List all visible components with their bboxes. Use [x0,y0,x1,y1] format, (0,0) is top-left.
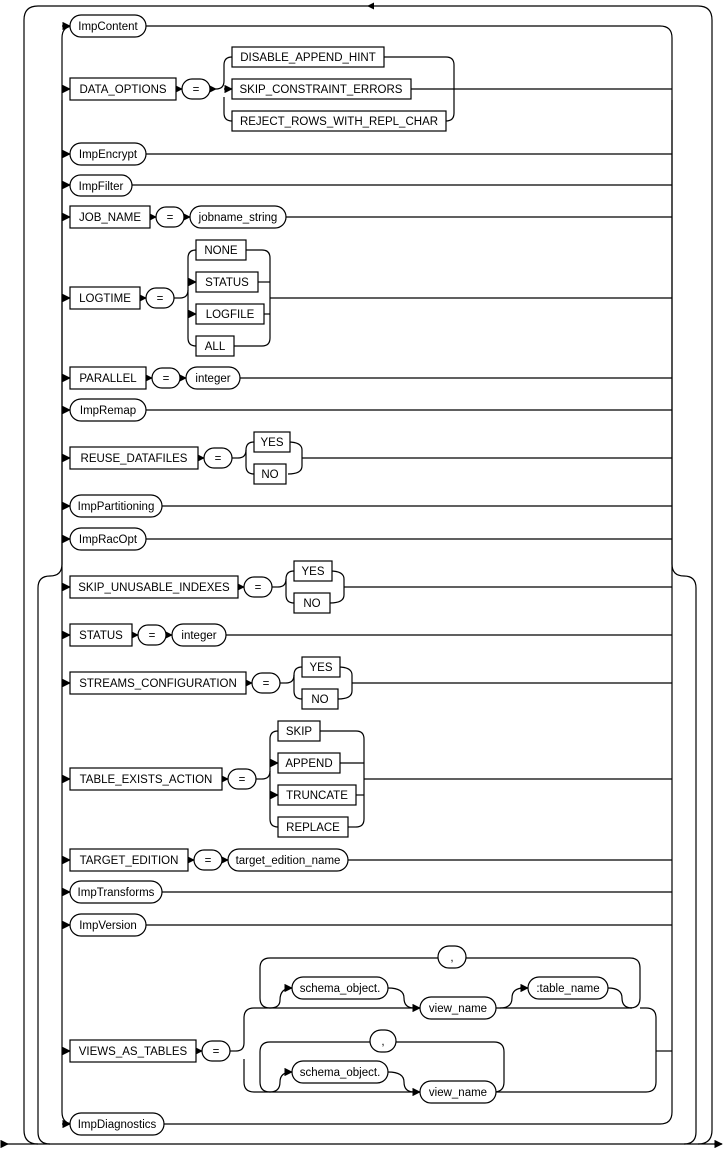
row-data-options [62,47,672,131]
svg-text:=: = [162,373,170,385]
svg-text:integer: integer [195,373,231,385]
svg-text:=: = [192,84,200,96]
svg-text:JOB_NAME: JOB_NAME [79,212,141,224]
svg-text:view_name: view_name [428,1003,488,1015]
svg-text:ImpRemap: ImpRemap [79,405,137,417]
svg-text:ImpVersion: ImpVersion [79,920,137,932]
svg-text:VIEWS_AS_TABLES: VIEWS_AS_TABLES [78,1046,188,1058]
svg-text:ImpRacOpt: ImpRacOpt [78,534,138,546]
svg-text:NO: NO [303,598,321,610]
svg-text:REPLACE: REPLACE [286,822,340,834]
row-impracopt [62,528,672,550]
svg-text:TRUNCATE: TRUNCATE [286,790,348,802]
row-status [62,624,672,646]
row-table-exists-action [62,721,672,837]
row-impencrypt [62,143,672,165]
svg-text:ImpEncrypt: ImpEncrypt [78,149,138,161]
svg-text:DISABLE_APPEND_HINT: DISABLE_APPEND_HINT [240,52,376,64]
svg-text:TABLE_EXISTS_ACTION: TABLE_EXISTS_ACTION [79,774,213,786]
svg-text:view_name: view_name [428,1087,488,1099]
row-skip-unusable-indexes [62,561,672,613]
svg-text:,: , [450,952,454,964]
svg-text:target_edition_name: target_edition_name [235,855,341,867]
svg-text:=: = [238,774,246,786]
svg-text:=: = [212,1046,220,1058]
row-streams-configuration [62,657,672,709]
svg-text:ImpPartitioning: ImpPartitioning [77,501,155,513]
svg-text:SKIP_CONSTRAINT_ERRORS: SKIP_CONSTRAINT_ERRORS [239,84,403,96]
svg-text:LOGFILE: LOGFILE [205,309,255,321]
svg-text:NONE: NONE [204,245,238,257]
outer-repeat-loop [2,3,722,1145]
svg-text:ALL: ALL [204,341,226,353]
row-impremap [62,399,672,421]
svg-text:LOGTIME: LOGTIME [79,293,131,305]
svg-text:REJECT_ROWS_WITH_REPL_CHAR: REJECT_ROWS_WITH_REPL_CHAR [239,116,439,128]
svg-text:schema_object.: schema_object. [299,983,381,995]
svg-text:PARALLEL: PARALLEL [79,373,137,385]
svg-text:schema_object.: schema_object. [299,1067,381,1079]
row-reuse-datafiles [62,432,672,484]
svg-text:=: = [204,855,212,867]
svg-text:SKIP_UNUSABLE_INDEXES: SKIP_UNUSABLE_INDEXES [78,582,230,594]
row-impfilter [62,175,672,196]
svg-text:YES: YES [301,566,325,578]
row-job-name [62,206,672,228]
row-target-edition [62,849,672,871]
svg-text:=: = [166,212,174,224]
row-imptransforms [62,881,672,903]
svg-text:YES: YES [309,662,333,674]
impcontent-label: ImpContent [78,21,138,33]
row-impcontent [62,15,660,37]
svg-text:STREAMS_CONFIGURATION: STREAMS_CONFIGURATION [79,678,237,690]
svg-text:REUSE_DATAFILES: REUSE_DATAFILES [80,453,188,465]
svg-text:jobname_string: jobname_string [198,212,278,224]
svg-text:=: = [214,453,222,465]
svg-text:,: , [381,1036,385,1048]
row-logtime [62,240,672,356]
svg-text:=: = [262,678,270,690]
svg-text:ImpTransforms: ImpTransforms [77,887,155,899]
svg-text:STATUS: STATUS [205,277,249,289]
svg-text:=: = [254,582,262,594]
svg-text::table_name: :table_name [536,983,600,995]
row-views-as-tables [62,946,672,1103]
svg-text:NO: NO [311,694,329,706]
svg-text:YES: YES [260,437,284,449]
row-parallel [62,367,672,389]
svg-text:STATUS: STATUS [79,630,123,642]
svg-text:TARGET_EDITION: TARGET_EDITION [79,855,179,867]
svg-text:SKIP: SKIP [285,726,313,738]
svg-text:NO: NO [261,469,279,481]
svg-text:ImpFilter: ImpFilter [78,181,124,193]
svg-text:=: = [156,293,164,305]
svg-text:APPEND: APPEND [285,758,333,770]
row-impversion [62,914,672,936]
row-impdiagnostics [62,1113,660,1135]
svg-text:integer: integer [181,630,217,642]
svg-text:=: = [148,630,156,642]
data-options-label: DATA_OPTIONS [79,84,167,96]
svg-text:ImpDiagnostics: ImpDiagnostics [77,1119,157,1131]
row-imppartitioning [62,495,672,517]
